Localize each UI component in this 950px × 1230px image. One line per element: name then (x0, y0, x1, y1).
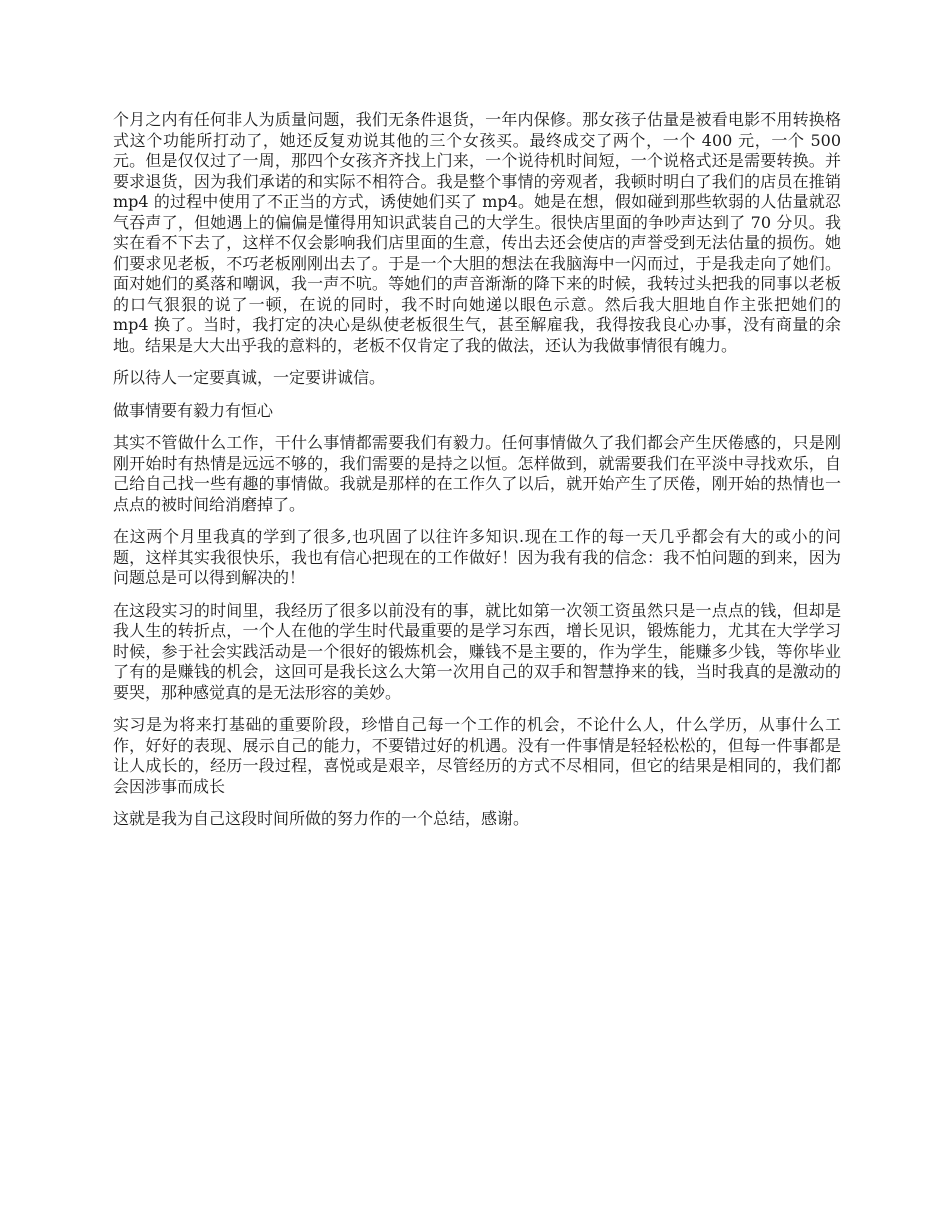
paragraph-story: 个月之内有任何非人为质量问题，我们无条件退货，一年内保修。那女孩子估量是被看电影不用转换格式这个功能所打动了，她还反复劝说其他的三个女孩买。最终成交了两个，一个 400 元，一个 500 元。但是仅仅过了一周，那四个女孩齐齐找上门来，一个说待机时间短，一个说格式还是需要转换。并要求退货，因为我们承诺的和实际不相符合。我是整个事情的旁观者，我顿时明白了我们的店员在推销 mp4 的过程中使用了不正当的方式，诱使她们买了 mp4。她是在想，假如碰到那些软弱的人估量就忍气吞声了，但她遇上的偏偏是懂得用知识武装自己的大学生。很快店里面的争吵声达到了 70 分贝。我实在看不下去了，这样不仅会影响我们店里面的生意，传出去还会使店的声誉受到无法估量的损伤。她们要求见老板，不巧老板刚刚出去了。于是一个大胆的想法在我脑海中一闪而过，于是我走向了她们。面对她们的奚落和嘲讽，我一声不吭。等她们的声音渐渐的降下来的时候，我转过头把我的同事以老板的口气狠狠的说了一顿，在说的同时，我不时向她递以眼色示意。然后我大胆地自作主张把她们的 mp4 换了。当时，我打定的决心是纵使老板很生气，甚至解雇我，我得按我良心办事，没有商量的余地。结果是大大出乎我的意料的，老板不仅肯定了我的做法，还认为我做事情很有魄力。 (113, 110, 841, 355)
paragraph-conclusion: 这就是我为自己这段时间所做的努力作的一个总结，感谢。 (113, 809, 530, 828)
paragraph-two-months: 在这两个月里我真的学到了很多,也巩固了以往许多知识.现在工作的每一天几乎都会有大的或小的问题，这样其实我很快乐，我也有信心把现在的工作做好！因为我有我的信念：我不怕问题的到来，因为问题总是可以得到解决的！ (113, 527, 841, 587)
paragraph-honesty-lesson: 所以待人一定要真诚，一定要讲诚信。 (113, 368, 386, 387)
paragraph-first-salary: 在这段实习的时间里，我经历了很多以前没有的事，就比如第一次领工资虽然只是一点点的钱，但却是我人生的转折点，一个人在他的学生时代最重要的是学习东西，增长见识，锻炼能力，尤其在大学学习时候，参于社会实践活动是一个很好的锻炼机会，赚钱不是主要的，作为学生，能赚多少钱，等你毕业了有的是赚钱的机会，这回可是我长这么大第一次用自己的双手和智慧挣来的钱，当时我真的是激动的要哭，那种感觉真的是无法形容的美妙。 (113, 600, 841, 702)
document-body (113, 110, 841, 842)
paragraph-internship-foundation: 实习是为将来打基础的重要阶段，珍惜自己每一个工作的机会，不论什么人，什么学历，从事什么工作，好好的表现、展示自己的能力，不要错过好的机遇。没有一件事情是轻轻松松的，但每一件事都是让人成长的，经历一段过程，喜悦或是艰辛，尽管经历的方式不尽相同，但它的结果是相同的，我们都会因涉事而成长 (113, 715, 841, 796)
paragraph-perseverance: 其实不管做什么工作，干什么事情都需要我们有毅力。任何事情做久了我们都会产生厌倦感的，只是刚刚开始时有热情是远远不够的，我们需要的是持之以恒。怎样做到，就需要我们在平淡中寻找欢乐，自己给自己找一些有趣的事情做。我就是那样的在工作久了以后，就开始产生了厌倦，刚开始的热情也一点点的被时间给消磨掉了。 (113, 433, 841, 514)
section-heading-perseverance: 做事情要有毅力有恒心 (113, 400, 274, 420)
